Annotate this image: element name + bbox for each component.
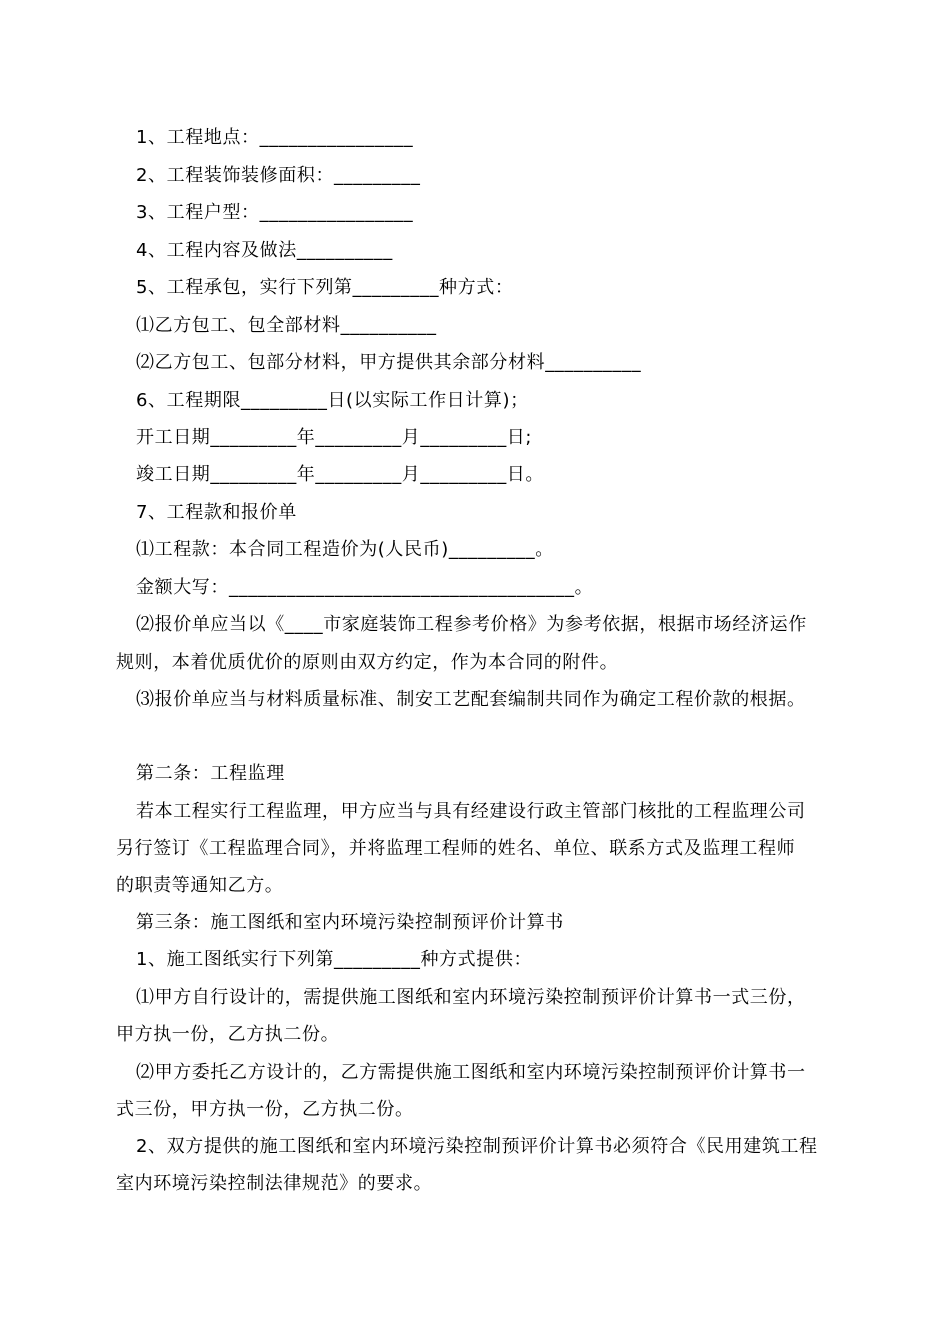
item-project-duration: 6、工程期限_________日(以实际工作日计算)； bbox=[136, 390, 529, 411]
item-drawing-method: 1、施工图纸实行下列第_________种方式提供： bbox=[136, 949, 533, 970]
item-contract-method: 5、工程承包，实行下列第_________种方式： bbox=[136, 277, 514, 298]
sub-item-partial-materials: ⑵乙方包工、包部分材料，甲方提供其余部分材料__________ bbox=[136, 352, 642, 373]
paragraph-continuation: 规则，本着优质优价的原则由双方约定，作为本合同的附件。 bbox=[116, 652, 619, 673]
paragraph-continuation: 另行签订《工程监理合同》，并将监理工程师的姓名、单位、联系方式及监理工程师 bbox=[116, 838, 796, 859]
item-standards-compliance: 2、双方提供的施工图纸和室内环境污染控制预评价计算书必须符合《民用建筑工程 bbox=[136, 1136, 818, 1157]
article-two-heading: 第二条：工程监理 bbox=[136, 763, 285, 784]
item-work-content: 4、工程内容及做法__________ bbox=[136, 240, 393, 261]
sub-item-quotation-basis: ⑵报价单应当以《____市家庭装饰工程参考价格》为参考依据，根据市场经济运作 bbox=[136, 614, 807, 635]
start-date-line: 开工日期_________年_________月_________日; bbox=[136, 427, 533, 448]
paragraph-continuation: 式三份，甲方执一份，乙方执二份。 bbox=[116, 1099, 414, 1120]
item-decoration-area: 2、工程装饰装修面积：_________ bbox=[136, 165, 421, 186]
paragraph-continuation: 的职责等通知乙方。 bbox=[116, 875, 284, 896]
item-project-location: 1、工程地点：________________ bbox=[136, 127, 414, 148]
item-house-type: 3、工程户型：________________ bbox=[136, 202, 414, 223]
completion-date-line: 竣工日期_________年_________月_________日。 bbox=[136, 464, 544, 485]
item-payment-quotation: 7、工程款和报价单 bbox=[136, 502, 297, 523]
sub-item-full-materials: ⑴乙方包工、包全部材料__________ bbox=[136, 315, 437, 336]
paragraph-continuation: 室内环境污染控制法律规范》的要求。 bbox=[116, 1173, 433, 1194]
paragraph-continuation: 甲方执一份，乙方执二份。 bbox=[116, 1024, 340, 1045]
sub-item-quotation-standard: ⑶报价单应当与材料质量标准、制安工艺配套编制共同作为确定工程价款的根据。 bbox=[136, 689, 806, 710]
sub-item-project-cost: ⑴工程款：本合同工程造价为(人民币)_________。 bbox=[136, 539, 554, 560]
sub-item-commissioned-design: ⑵甲方委托乙方设计的，乙方需提供施工图纸和室内环境污染控制预评价计算书一 bbox=[136, 1062, 806, 1083]
sub-item-self-design: ⑴甲方自行设计的，需提供施工图纸和室内环境污染控制预评价计算书一式三份， bbox=[136, 987, 806, 1008]
article-three-heading: 第三条：施工图纸和室内环境污染控制预评价计算书 bbox=[136, 912, 564, 933]
amount-in-words-line: 金额大写：____________________________________。 bbox=[136, 577, 594, 598]
article-two-paragraph: 若本工程实行工程监理，甲方应当与具有经建设行政主管部门核批的工程监理公司 bbox=[136, 801, 806, 822]
